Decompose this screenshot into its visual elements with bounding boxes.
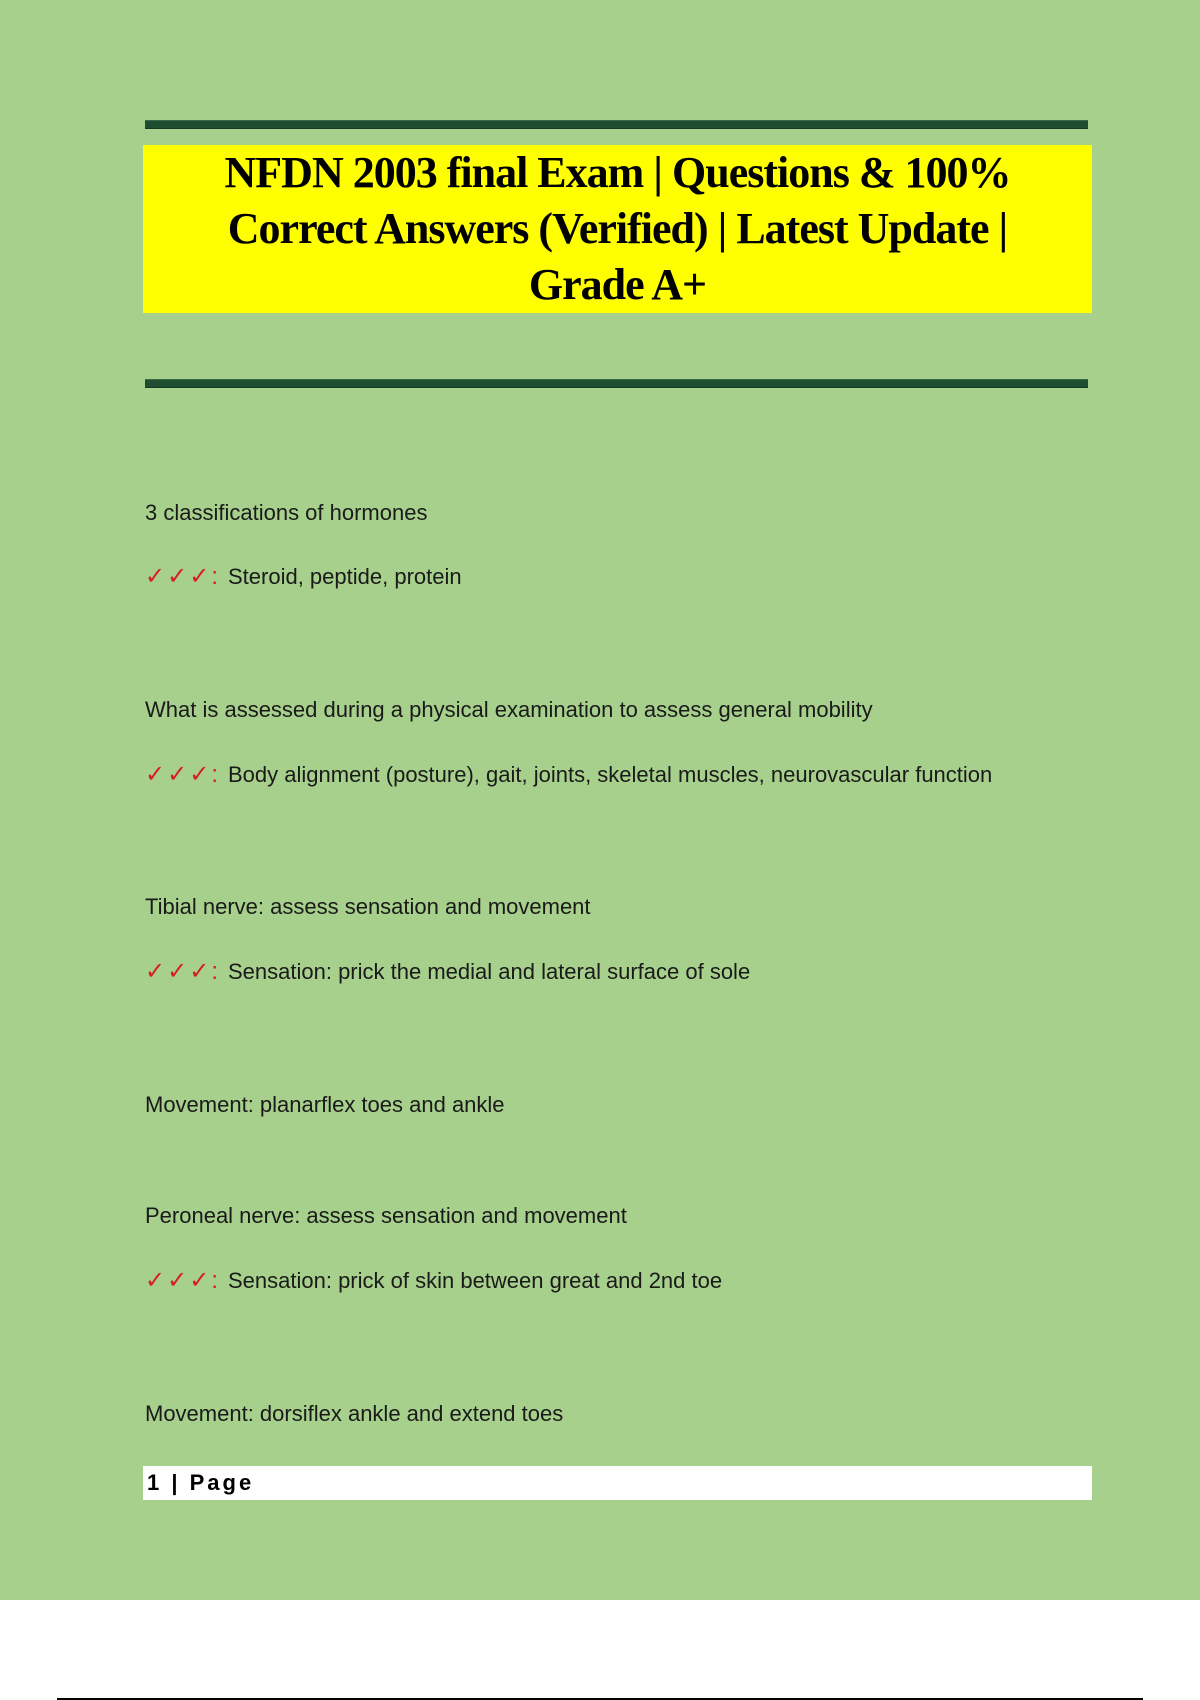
answer-separator: : [211, 563, 218, 590]
page-footer [143, 1466, 1092, 1500]
answer-separator: : [211, 958, 218, 985]
document-title: NFDN 2003 final Exam | Questions & 100% Correct Answers (Verified) | Latest Update | Grade A+ [224, 148, 1011, 309]
answer-line [145, 760, 992, 789]
checkmark-icon: ✓✓✓ [145, 760, 212, 788]
answer-line [145, 562, 462, 591]
answer-text: Sensation: prick of skin between great and 2nd toe [228, 1268, 723, 1293]
answer-separator: : [211, 761, 218, 788]
answer-continuation: Movement: dorsiflex ankle and extend toes [145, 1401, 564, 1426]
checkmark-icon: ✓✓✓ [145, 562, 212, 590]
answer-text: Body alignment (posture), gait, joints, skeletal muscles, neurovascular function [228, 762, 993, 787]
bottom-divider [145, 379, 1088, 388]
answer-line [145, 957, 750, 986]
answer-text: Steroid, peptide, protein [228, 564, 462, 589]
checkmark-icon: ✓✓✓ [145, 1266, 212, 1294]
question-text: What is assessed during a physical examination to assess general mobility [145, 697, 873, 722]
top-divider [145, 120, 1088, 129]
question-text: Tibial nerve: assess sensation and movement [145, 894, 591, 919]
question-text: Peroneal nerve: assess sensation and movement [145, 1203, 627, 1228]
title-banner [143, 145, 1092, 313]
answer-line [145, 1266, 722, 1295]
answer-separator: : [211, 1267, 218, 1294]
answer-text: Sensation: prick the medial and lateral surface of sole [228, 959, 751, 984]
page-number: 1 | Page [147, 1470, 255, 1495]
answer-continuation: Movement: planarflex toes and ankle [145, 1092, 505, 1117]
question-text: 3 classifications of hormones [145, 500, 428, 525]
checkmark-icon: ✓✓✓ [145, 957, 212, 985]
